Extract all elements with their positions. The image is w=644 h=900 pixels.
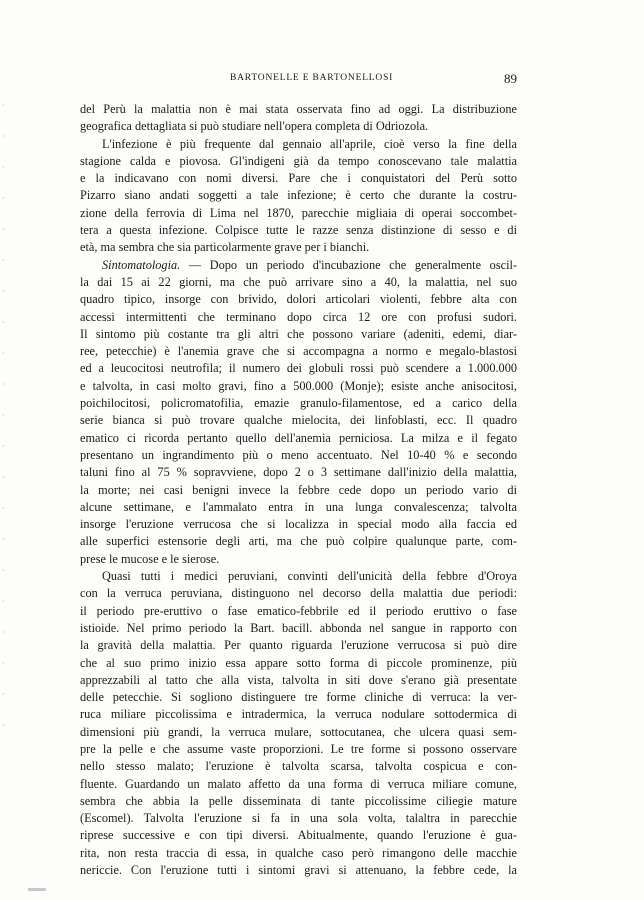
text-line: pre la pelle e che assume vaste proporzioni. Le tre forme si possono osservare xyxy=(80,741,517,756)
text-line: la morte; nei casi benigni invece la febbre cede dopo un periodo vario di xyxy=(80,482,517,497)
text-line: rita, non resta traccia di essa, in qualche caso però rimangono delle macchie xyxy=(80,845,517,860)
text-line: ruca miliare piccolissima e intradermica, la verruca nodulare sottodermica di xyxy=(80,707,517,722)
text-line: Pizarro siano andati soggetti a tale infezione; è certo che durante la costru- xyxy=(80,188,517,203)
text-line: istioide. Nel primo periodo la Bart. bacill. abbonda nel sangue in rapporto con xyxy=(80,620,517,635)
text-line: (Escomel). Talvolta l'eruzione si fa in una sola volta, talaltra in parecchie xyxy=(80,811,517,826)
text-line: del Perù la malattia non è mai stata osservata fino ad oggi. La distribuzione xyxy=(80,102,517,116)
text-line: serie bianca si può trovare qualche mielocita, dei linfoblasti, ecc. Il quadro xyxy=(80,413,517,428)
text-line: e la indicavano con nomi diversi. Pare che i conquistatori del Perù sotto xyxy=(80,171,517,186)
text-line: con la verruca peruviana, distinguono nel decorso della malattia due periodi: xyxy=(80,586,517,601)
running-title: BARTONELLE E BARTONELLOSI xyxy=(230,73,394,83)
text-line: L'infezione è più frequente dal gennaio all'aprile, cioè verso la fine della xyxy=(102,136,517,151)
text-line: Sintomatologia. — Dopo un periodo d'incubazione che generalmente oscil- xyxy=(102,257,517,272)
text-line: nello stesso malato; l'eruzione è talvolta scarsa, talvolta cospicua e con- xyxy=(80,759,517,774)
body-text xyxy=(80,101,517,879)
text-line: presentano un ingrandimento più o meno accentuato. Nel 10-40 % e secondo xyxy=(80,447,517,462)
text-line: età, ma sembra che sia particolarmente grave per i bianchi. xyxy=(80,240,370,255)
text-line: tera a questa infezione. Colpisce tutte le razze senza distinzione di sesso e di xyxy=(80,223,517,238)
text-line: delle petecchie. Si sogliono distinguere tre forme cliniche di verruca: la ver- xyxy=(80,690,517,705)
text-line: ree, petecchie) è l'anemia grave che si accompagna a normo e megalo-blastosi xyxy=(80,344,517,359)
text-line: quadro tipico, insorge con brivido, dolori articolari violenti, febbre alta con xyxy=(80,292,517,307)
text-line: il periodo pre-eruttivo o fase ematico-febbrile ed il periodo eruttivo o fase xyxy=(80,603,517,618)
text-line: geografica dettagliata si può studiare nell'opera completa di Odriozola. xyxy=(80,119,429,134)
text-line: la gravità della malattia. Per quanto riguarda l'eruzione verrucosa si può dire xyxy=(80,638,517,653)
margin-scan-marks: · · · · · · · · · · · · · · · · · · · · · xyxy=(2,101,5,730)
text-line: zione della ferrovia di Lima nel 1870, parecchie migliaia di operai soccombet- xyxy=(80,205,517,220)
text-line: poichilocitosi, policromatofilia, emazie granulo-filamentose, ed a carico della xyxy=(80,396,517,411)
text-line: prese le mucose e le sierose. xyxy=(80,551,220,566)
text-line: sembra che abbia la pelle disseminata di tante piccolissime ciliegie mature xyxy=(80,793,517,808)
text-line: taluni fino al 75 % sopravviene, dopo 2 o 3 settimane dall'inizio della malattia, xyxy=(80,465,517,480)
text-line: alle superfici estensorie degli arti, ma che può colpire qualunque parte, com- xyxy=(80,534,517,549)
text-line: accessi intermittenti che terminano dopo circa 12 ore con profusi sudori. xyxy=(80,309,517,324)
text-line: riprese successive e con tipi diversi. Abitualmente, quando l'eruzione è gua- xyxy=(80,828,517,843)
text-line: che al suo primo inizio essa appare sotto forma di piccole prominenze, più xyxy=(80,655,517,670)
text-line: insorge l'eruzione verrucosa che si localizza in special modo alla faccia ed xyxy=(80,517,517,532)
page-number: 89 xyxy=(504,71,517,86)
text-line: apprezzabili al tatto che alla vista, talvolta in siti dove s'erano già presentate xyxy=(80,672,517,687)
text-line: alcune settimane, e l'ammalato entra in una lunga convalescenza; talvolta xyxy=(80,499,517,514)
text-line: ed a leucocitosi neutrofila; il numero dei globuli rossi può scendere a 1.000.000 xyxy=(80,361,517,376)
text-line: dimensioni più grandi, la verruca mulare, sottocutanea, che ulcera quasi sem- xyxy=(80,724,517,739)
text-line: la dai 15 ai 22 giorni, ma che può arrivare sino a 40, la malattia, nel suo xyxy=(80,274,517,289)
text-line: nericcie. Con l'eruzione tutti i sintomi gravi si attenuano, la febbre cede, la xyxy=(80,863,517,878)
text-line: e talvolta, in casi molto gravi, fino a 500.000 (Monje); esiste anche anisocitosi, xyxy=(80,378,517,393)
scan-corner-mark xyxy=(28,888,46,891)
text-line: fluente. Guardando un malato affetto da una forma di verruca miliare comune, xyxy=(80,776,517,791)
page-header xyxy=(80,71,517,91)
text-line: Il sintomo più costante tra gli altri che possono variare (adeniti, edemi, diar- xyxy=(80,326,517,341)
text-line: ematico ci ricorda pertanto quello dell'anemia perniciosa. La milza e il fegato xyxy=(80,430,517,445)
text-line: stagione calda e piovosa. Gl'indigeni già da tempo conoscevano tale malattia xyxy=(80,153,517,168)
text-line: Quasi tutti i medici peruviani, convinti dell'unicità della febbre d'Oroya xyxy=(102,569,517,584)
